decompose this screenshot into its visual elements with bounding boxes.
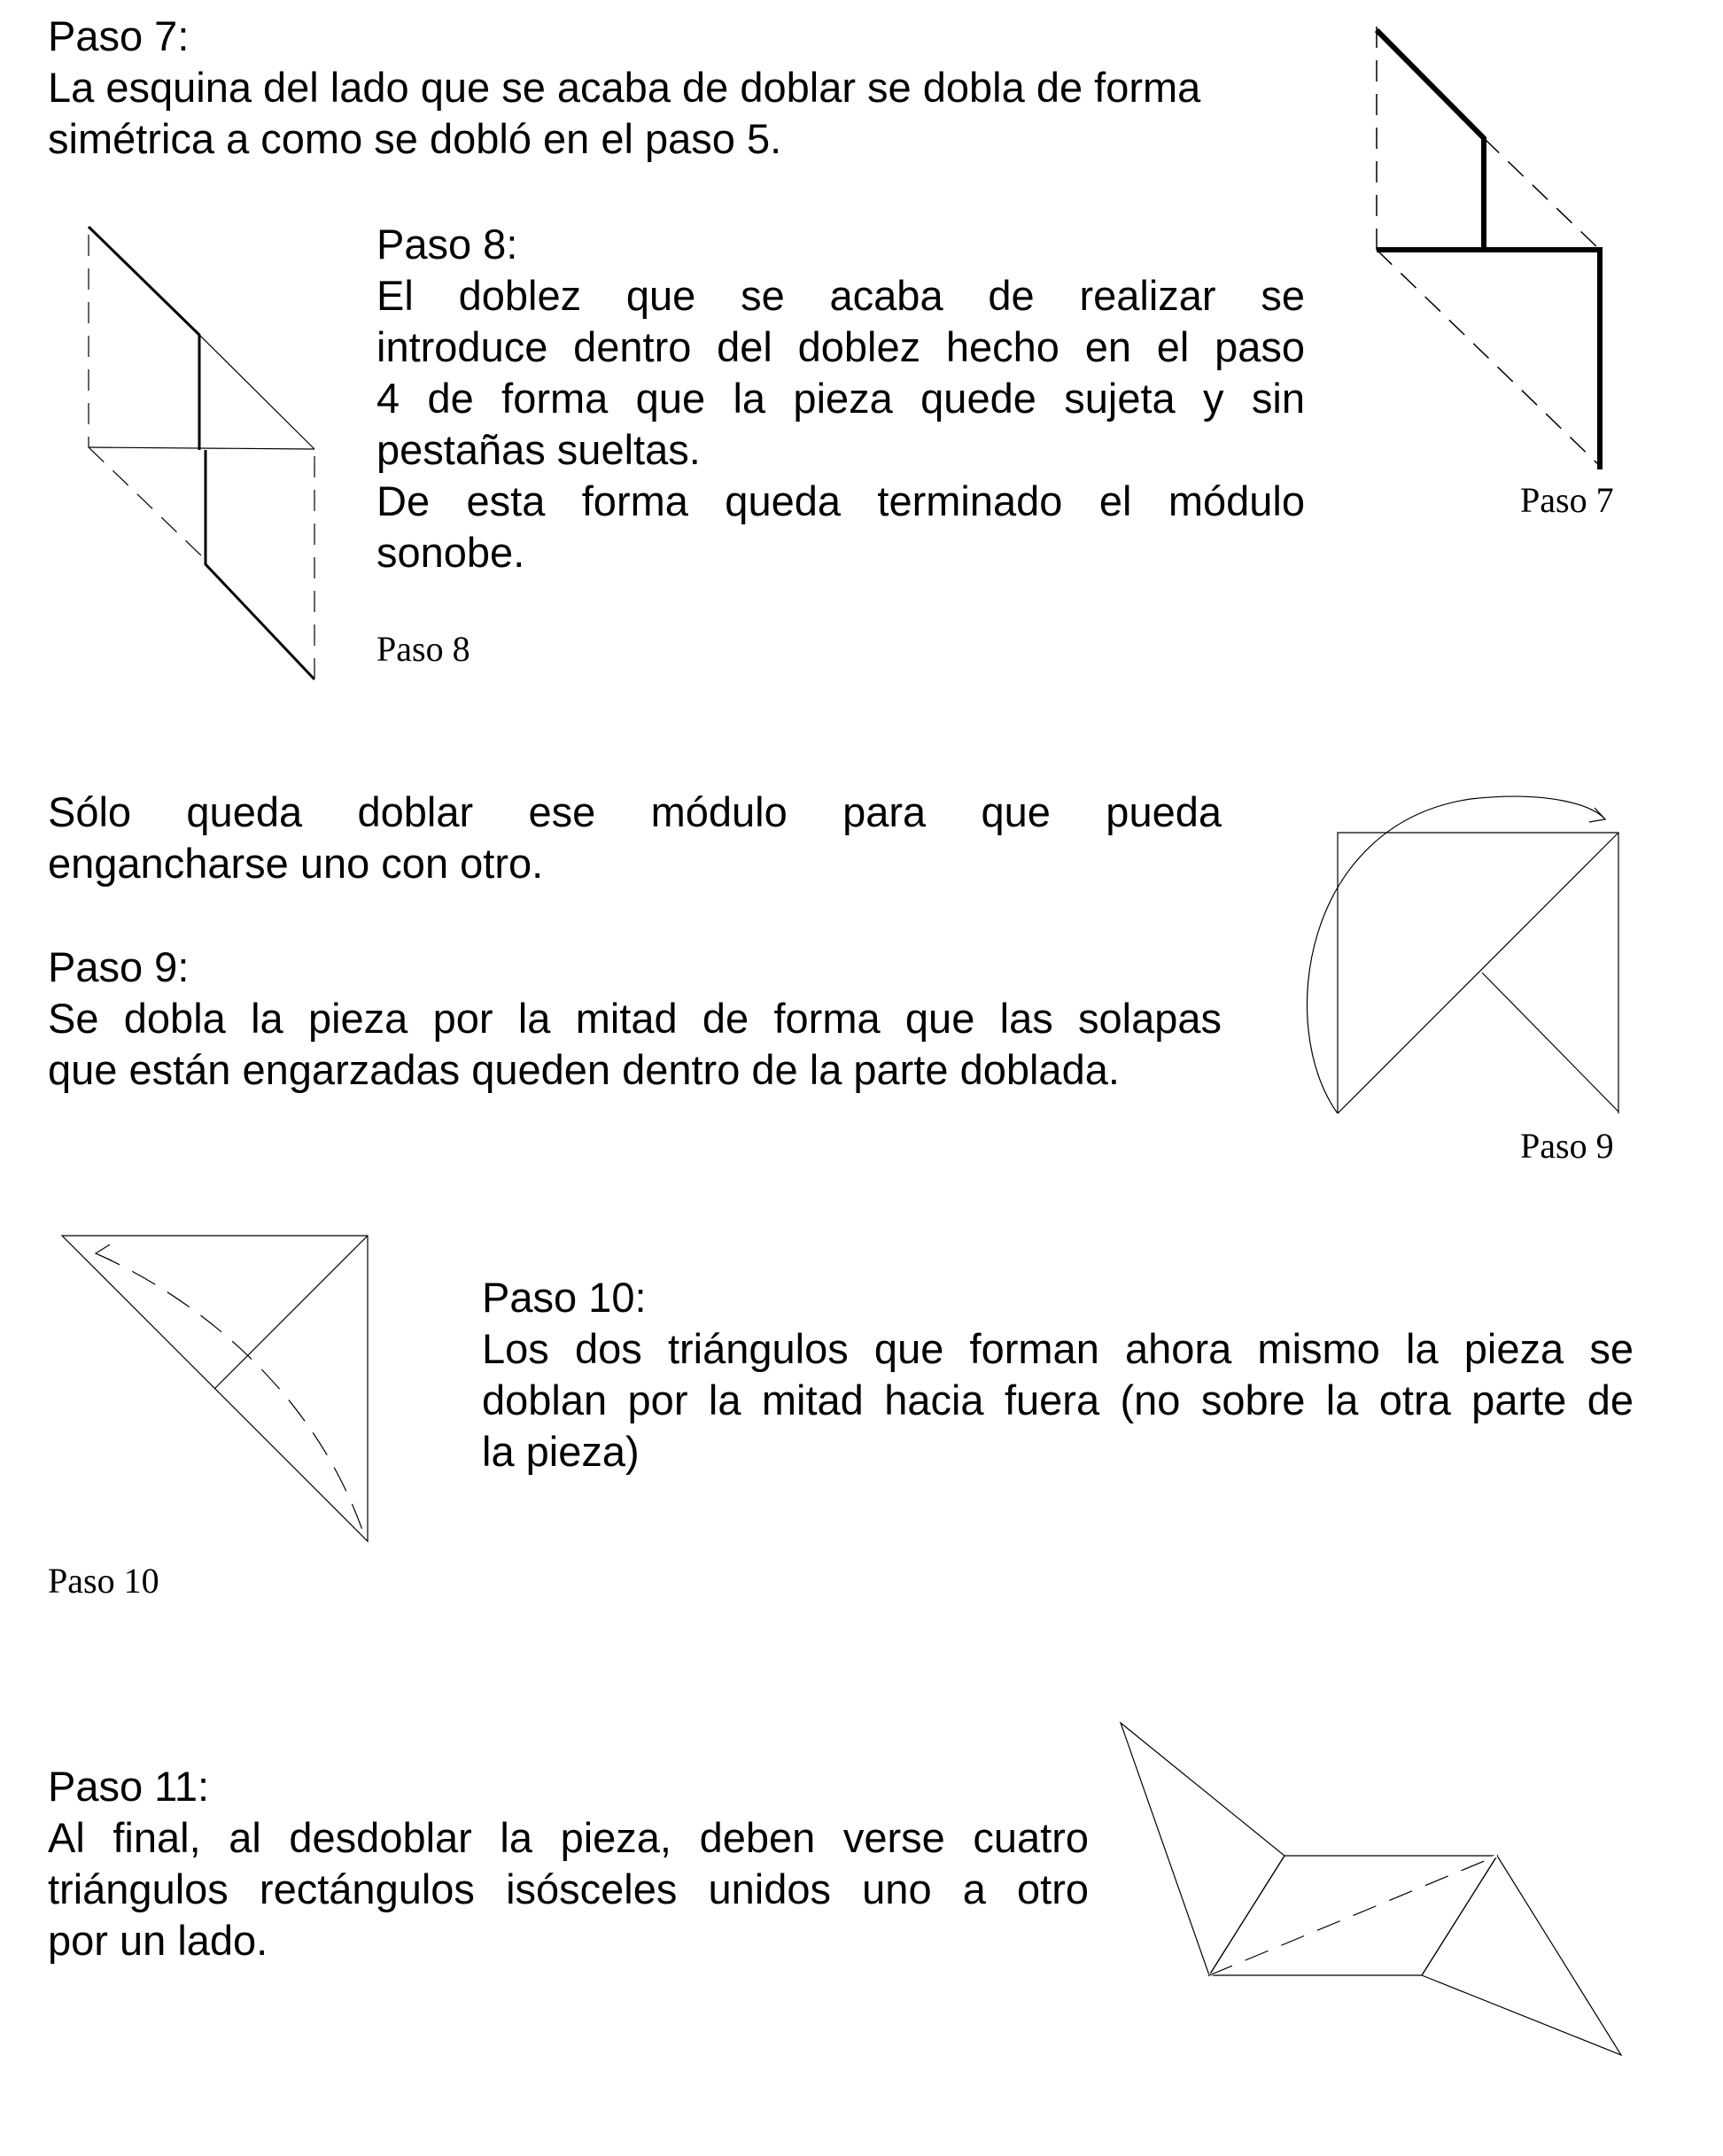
step11-diagram bbox=[1107, 1710, 1639, 2073]
step8-line-2: introduce dentro del doblez hecho en el paso bbox=[376, 323, 1305, 370]
intro9-line-2: engancharse uno con otro. bbox=[48, 840, 544, 887]
step9-fold-arrow bbox=[1307, 796, 1605, 1113]
step11-line-1: Al final, al desdoblar la pieza, deben verse cuatro bbox=[48, 1814, 1089, 1861]
step7-fold-dashed-upper bbox=[1484, 138, 1600, 250]
step10-heading: Paso 10: bbox=[482, 1274, 647, 1321]
step8-crease bbox=[89, 447, 314, 449]
step9-line-1: Se dobla la pieza por la mitad de forma que las solapas bbox=[48, 995, 1222, 1042]
step10-caption: Paso 10 bbox=[48, 1561, 159, 1601]
step7-line-1: La esquina del lado que se acaba de doblar se dobla de forma bbox=[48, 64, 1201, 111]
step8-line-5: De esta forma queda terminado el módulo bbox=[376, 477, 1305, 524]
step8-edge-upper bbox=[89, 227, 199, 450]
step9-heading: Paso 9: bbox=[48, 943, 190, 990]
intro9-line-1: Sólo queda doblar ese módulo para que pueda bbox=[48, 788, 1222, 835]
step11-line-3: por un lado. bbox=[48, 1917, 268, 1964]
arrowhead-icon bbox=[96, 1245, 112, 1260]
step8-diagram bbox=[80, 217, 328, 695]
step10-fold-line bbox=[214, 1236, 368, 1389]
step10-text-block bbox=[482, 1272, 1634, 1477]
step11-line-2: triángulos rectángulos isósceles unidos uno a otro bbox=[48, 1865, 1089, 1912]
step8-heading: Paso 8: bbox=[376, 221, 518, 268]
step7-fold-dashed-lower bbox=[1377, 250, 1600, 466]
step8-line-3: 4 de forma que la pieza quede sujeta y sin bbox=[376, 375, 1305, 422]
step8-edge-lower bbox=[206, 450, 314, 679]
step9-caption: Paso 9 bbox=[1520, 1126, 1614, 1166]
step7-diagram bbox=[1329, 18, 1612, 478]
step8-edge-inner bbox=[199, 335, 314, 449]
step7-text-block bbox=[48, 11, 1306, 165]
step9-inner-flap bbox=[1482, 973, 1618, 1112]
step7-caption: Paso 7 bbox=[1520, 480, 1614, 520]
step8-fold-dashed-diagonal bbox=[89, 447, 204, 558]
step10-line-3: la pieza) bbox=[482, 1428, 640, 1475]
step8-line-1: El doblez que se acaba de realizar se bbox=[376, 272, 1305, 319]
step10-fold-arrow bbox=[96, 1253, 363, 1532]
step9-diagram bbox=[1293, 788, 1639, 1134]
step10-figure bbox=[53, 1227, 381, 1546]
step10-line-1: Los dos triángulos que forman ahora mismo la pieza se bbox=[482, 1325, 1634, 1372]
step7-edge-upper bbox=[1377, 30, 1484, 250]
step11-heading: Paso 11: bbox=[48, 1763, 210, 1810]
step7-line-2: simétrica a como se dobló en el paso 5. bbox=[48, 115, 782, 162]
step9-text-block bbox=[48, 942, 1222, 1096]
intro9-text-block bbox=[48, 787, 1222, 889]
step7-heading: Paso 7: bbox=[48, 12, 190, 59]
step8-caption: Paso 8 bbox=[376, 629, 470, 669]
step9-line-2: que están engarzadas queden dentro de la parte doblada. bbox=[48, 1046, 1120, 1093]
step11-triangle-top-left bbox=[1121, 1723, 1284, 1975]
step9-diagonal bbox=[1338, 833, 1618, 1113]
step11-triangle-bottom-right bbox=[1422, 1856, 1621, 2055]
step8-line-4: pestañas sueltas. bbox=[376, 426, 701, 473]
step11-text-block bbox=[48, 1761, 1089, 1966]
step10-line-2: doblan por la mitad hacia fuera (no sobre la otra parte de bbox=[482, 1377, 1634, 1423]
step8-text-block bbox=[376, 219, 1305, 578]
step8-line-6: sonobe. bbox=[376, 529, 525, 576]
